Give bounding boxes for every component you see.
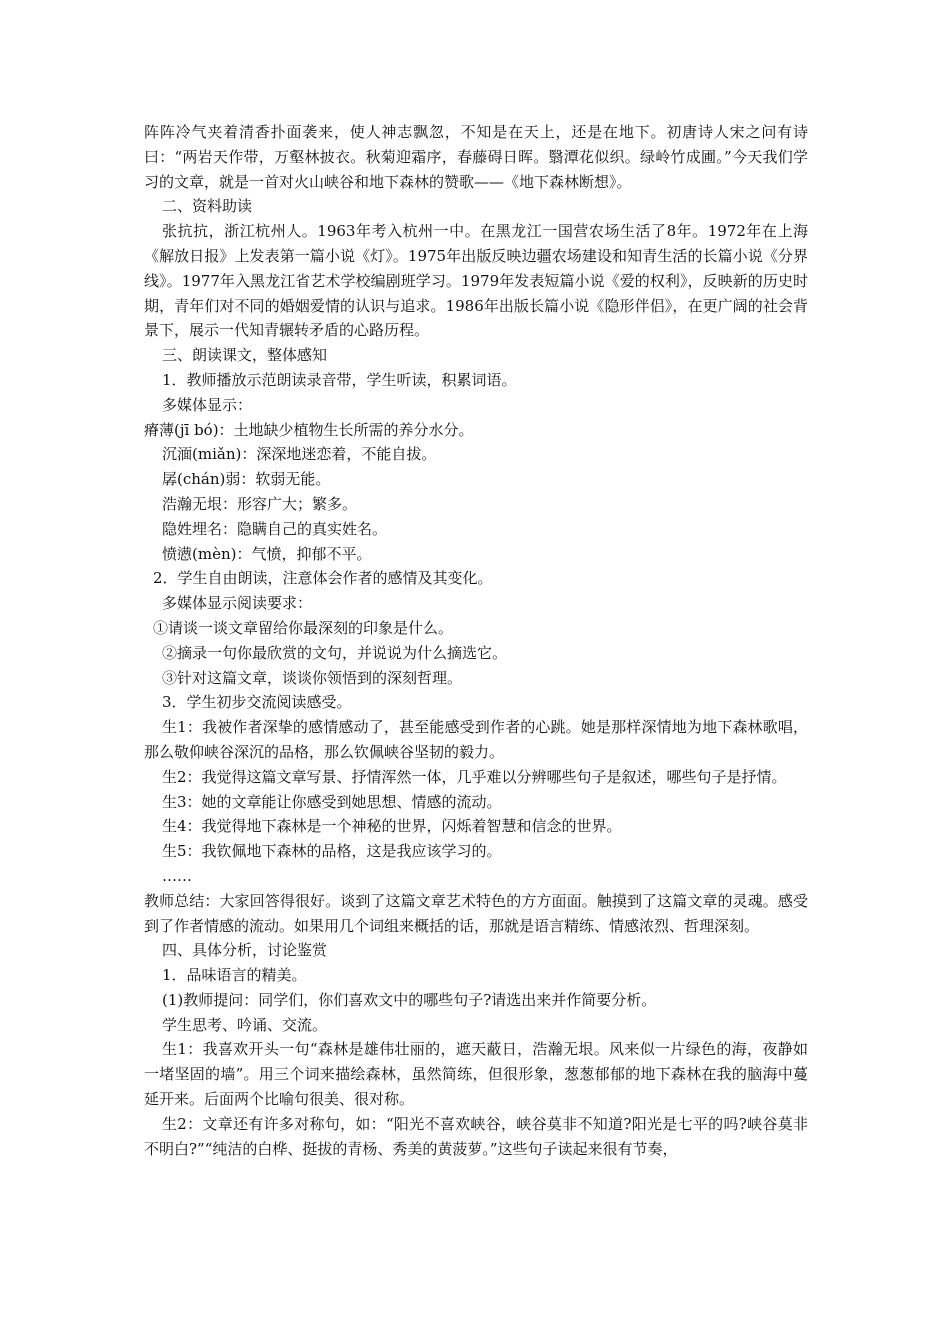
paragraph: (1)教师提问：同学们，你们喜欢文中的哪些句子?请选出来并作简要分析。	[162, 990, 657, 1009]
paragraph: 四、具体分析，讨论鉴赏	[162, 941, 328, 960]
paragraph: 多媒体显示阅读要求：	[162, 594, 313, 613]
paragraph: 学生思考、吟诵、交流。	[162, 1015, 328, 1034]
document-body	[144, 120, 808, 1161]
paragraph: 1．教师播放示范朗读录音带，学生听读，积累词语。	[162, 370, 517, 389]
paragraph: 2．学生自由朗读，注意体会作者的感情及其变化。	[153, 569, 493, 588]
paragraph: ②摘录一句你最欣赏的文句，并说说为什么摘选它。	[162, 643, 508, 662]
paragraph: 三、朗读课文，整体感知	[162, 346, 328, 365]
paragraph: 多媒体显示：	[162, 395, 253, 414]
paragraph: 1．品味语言的精美。	[162, 966, 307, 985]
paragraph: 孱(chán)弱：软弱无能。	[162, 470, 331, 489]
paragraph: 生2：文章还有许多对称句，如：“阳光不喜欢峡谷，峡谷莫非不知道?阳光是七平的吗?峡谷莫非不明白?”“纯洁的白桦、挺拔的青杨、秀美的黄菠萝。”这些句子读起来很有节奏，	[144, 1114, 808, 1158]
paragraph: 生1：我喜欢开头一句“森林是雄伟壮丽的，遮天蔽日，浩瀚无垠。风来似一片绿色的海，夜静如一堵坚固的墙”。用三个词来描绘森林，虽然简练，但很形象，葱葱郁郁的地下森林在我的脑海中蔓延开来。后面两个比喻句很美、很对称。	[144, 1040, 808, 1109]
paragraph: 生2：我觉得这篇文章写景、抒情浑然一体，几乎难以分辨哪些句子是叙述，哪些句子是抒情。	[162, 767, 787, 786]
paragraph: 生1：我被作者深挚的感情感动了，甚至能感受到作者的心跳。她是那样深情地为地下森林歌唱，那么敬仰峡谷深沉的品格，那么钦佩峡谷坚韧的毅力。	[144, 718, 808, 761]
paragraph: ……	[162, 866, 192, 885]
paragraph: 沉湎(miǎn)：深深地迷恋着，不能自拔。	[162, 445, 437, 464]
paragraph: 教师总结：大家回答得很好。谈到了这篇文章艺术特色的方方面面。触摸到了这篇文章的灵魂。感受到了作者情感的流动。如果用几个词组来概括的话，那就是语言精练、情感浓烈、哲理深刻。	[144, 891, 808, 935]
paragraph: 隐姓埋名：隐瞒自己的真实姓名。	[162, 519, 388, 538]
paragraph: 二、资料助读	[162, 197, 253, 216]
paragraph: 阵阵冷气夹着清香扑面袭来，使人神志飘忽，不知是在天上，还是在地下。初唐诗人宋之问有诗曰：“两岩天作带，万壑林披衣。秋菊迎霜序，春藤碍日晖。翳潭花似织。绿岭竹成圃。”今天我们学习的文章，就是一首对火山峡谷和地下森林的赞歌——《地下森林断想》。	[144, 123, 808, 191]
paragraph: 生5：我钦佩地下森林的品格，这是我应该学习的。	[162, 842, 502, 861]
paragraph: 生4：我觉得地下森林是一个神秘的世界，闪烁着智慧和信念的世界。	[162, 817, 622, 836]
paragraph: 3．学生初步交流阅读感受。	[162, 693, 352, 712]
paragraph: 张抗抗，浙江杭州人。1963年考入杭州一中。在黑龙江一国营农场生活了8年。1972年在上海《解放日报》上发表第一篇小说《灯》。1975年出版反映边疆农场建设和知青生活的长篇小说《分界线》。1977年入黑龙江省艺术学校编剧班学习。1979年发表短篇小说《爱的权利》，反映新的历史时期，青年们对不同的婚姻爱情的认识与追求。1986年出版长篇小说《隐形伴侣》，在更广阔的社会背景下，展示一代知青辗转矛盾的心路历程。	[144, 222, 808, 340]
paragraph: 瘠薄(jī bó)：土地缺少植物生长所需的养分水分。	[144, 420, 474, 439]
paragraph: 浩瀚无垠：形容广大；繁多。	[162, 494, 358, 513]
paragraph: 愤懑(mèn)：气愤，抑郁不平。	[162, 544, 372, 563]
paragraph: ③针对这篇文章，谈谈你领悟到的深刻哲理。	[162, 668, 463, 687]
paragraph: ①请谈一谈文章留给你最深刻的印象是什么。	[153, 618, 454, 637]
paragraph: 生3：她的文章能让你感受到她思想、情感的流动。	[162, 792, 502, 811]
